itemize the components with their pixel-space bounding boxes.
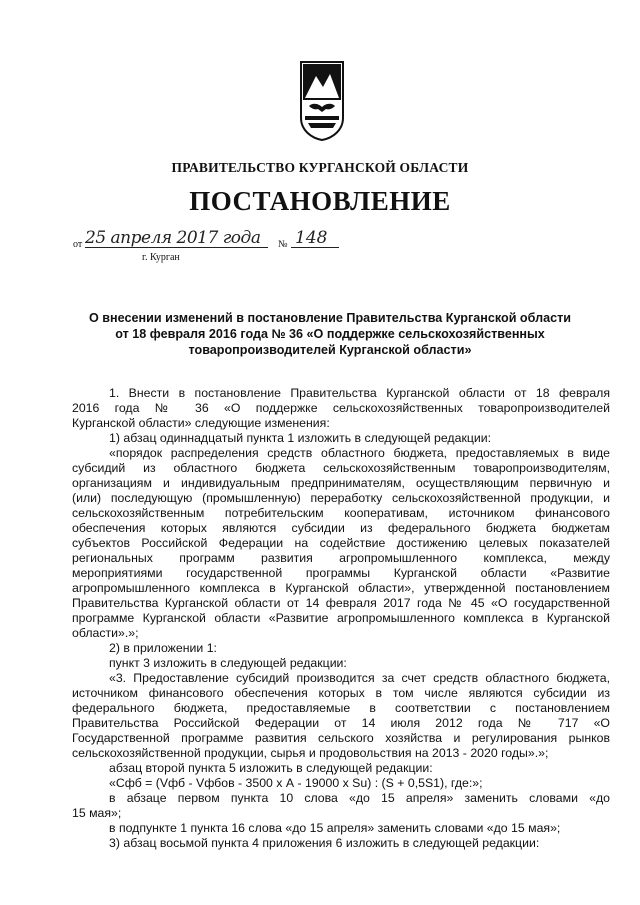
body-line: 1. Внести в постановление Правительства Курганской области от 18 февраля xyxy=(109,386,610,400)
number-underline xyxy=(291,247,339,248)
body-line: 1) абзац одиннадцатый пункта 1 изложить в следующей редакции: xyxy=(109,431,492,445)
body-line: обеспечения которых являются субсидии из федерального бюджета бюджетам xyxy=(72,521,610,535)
body-line: мероприятиями государственной программы Курганской области «Развитие xyxy=(72,566,610,580)
body-line: Курганской области» следующие изменения: xyxy=(72,416,330,430)
body-line: пункт 3 изложить в следующей редакции: xyxy=(109,656,347,670)
body-line: субъектов Российской Федерации на содействие достижению целевых показателей xyxy=(72,536,610,550)
resolution-subject xyxy=(70,310,590,358)
date-number-line xyxy=(73,228,373,254)
date-prefix-label: от xyxy=(73,239,83,250)
body-line: 3) абзац восьмой пункта 4 приложения 6 изложить в следующей редакции: xyxy=(109,836,540,850)
body-line: сельскохозяйственной продукции, сырья и продовольствия на 2013 - 2020 годы».»; xyxy=(72,746,549,760)
body-line: федерального бюджета, предоставляемые в соответствии с постановлением xyxy=(72,701,610,715)
subject-line: О внесении изменений в постановление Правительства Курганской области xyxy=(88,311,572,325)
body-line: 15 мая»; xyxy=(72,806,122,820)
body-line: области».»; xyxy=(72,626,139,640)
date-underline xyxy=(85,247,268,248)
government-name: ПРАВИТЕЛЬСТВО КУРГАНСКОЙ ОБЛАСТИ xyxy=(171,160,469,175)
body-line: организациям и индивидуальным предпринимателям, осуществляющим первичную и xyxy=(72,476,610,490)
body-line: источником финансового обеспечения которых в том числе являются субсидии из xyxy=(72,686,610,700)
body-line: 2) в приложении 1: xyxy=(109,641,217,655)
handwritten-number: 148 xyxy=(295,228,328,248)
subject-line: от 18 февраля 2016 года № 36 «О поддержке сельскохозяйственных xyxy=(115,327,545,341)
body-line: Правительства Курганской области от 14 февраля 2017 года № 45 «О государственной xyxy=(72,596,610,610)
number-sign-label: № xyxy=(278,239,288,250)
body-line: «3. Предоставление субсидий производится за счет средств областного бюджета, xyxy=(109,671,610,685)
body-line: (или) последующую (промышленную) переработку сельскохозяйственной продукции, и xyxy=(72,491,610,505)
body-line: субсидий из областного бюджета сельскохозяйственным товаропроизводителям, xyxy=(72,461,610,475)
document-type-title: ПОСТАНОВЛЕНИЕ xyxy=(189,186,451,216)
resolution-body xyxy=(72,386,610,851)
handwritten-date: 25 апреля 2017 года xyxy=(85,228,261,248)
body-line: «Сфб = (Vфб - Vфбов - 3500 х А - 19000 х Su) : (S + 0,5S1), где:»; xyxy=(109,776,483,790)
body-line: региональных программ развития агропромышленного комплекса, между xyxy=(72,551,610,565)
body-line: агропромышленного комплекса в Курганской области», утвержденной постановлением xyxy=(72,581,610,595)
body-line: сельскохозяйственным потребительским кооперативам, источником финансового xyxy=(72,506,610,520)
coat-of-arms-icon xyxy=(299,60,345,142)
body-line: Государственной программе развития сельского хозяйства и регулирования рынков xyxy=(72,731,610,745)
body-line: Правительства Российской Федерации от 14 июля 2012 года № 717 «О xyxy=(72,716,610,730)
body-line: абзац второй пункта 5 изложить в следующей редакции: xyxy=(109,761,433,775)
subject-line: товаропроизводителей Курганской области» xyxy=(188,343,472,357)
body-line: в подпункте 1 пункта 16 слова «до 15 апреля» заменить словами «до 15 мая»; xyxy=(109,821,561,835)
body-line: в абзаце первом пункта 10 слова «до 15 апреля» заменить словами «до xyxy=(109,791,610,805)
body-line: 2016 года № 36 «О поддержке сельскохозяйственных товаропроизводителей xyxy=(72,401,610,415)
body-line: программе Курганской области «Развитие агропромышленного комплекса в Курганской xyxy=(72,611,610,625)
place-label: г. Курган xyxy=(142,252,180,263)
body-line: «порядок распределения средств областного бюджета, предоставляемых в виде xyxy=(109,446,610,460)
